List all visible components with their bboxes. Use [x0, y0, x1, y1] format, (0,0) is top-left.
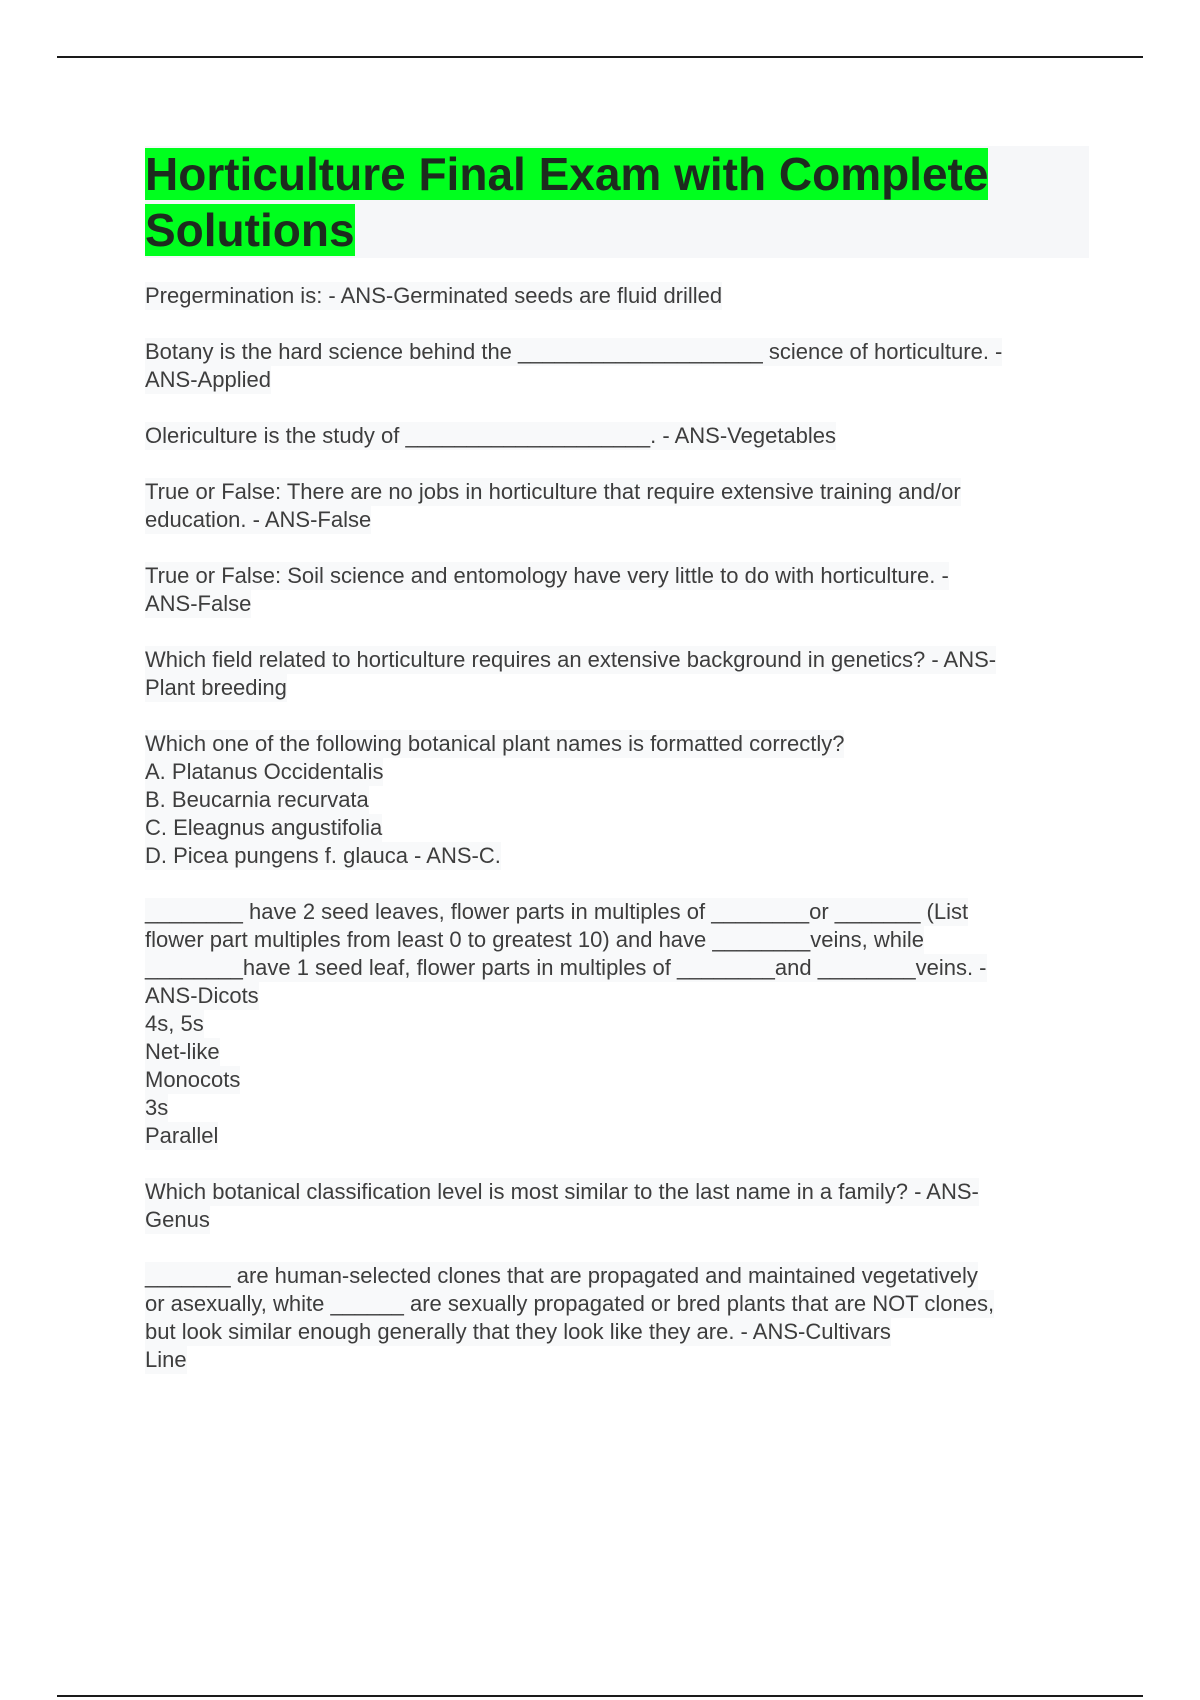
qa-item	[145, 898, 1090, 1150]
qa-item	[145, 422, 1090, 450]
qa-line: 4s, 5s	[145, 1011, 204, 1036]
title-highlight: Horticulture Final Exam with Complete Solutions	[145, 148, 989, 256]
qa-item	[145, 338, 1090, 394]
qa-line: _______ are human-selected clones that are propagated and maintained vegetatively	[145, 1263, 978, 1288]
qa-line: Botany is the hard science behind the ____________________ science of horticulture. -	[145, 339, 1003, 364]
qa-item	[145, 1262, 1090, 1374]
qa-line: A. Platanus Occidentalis	[145, 759, 384, 784]
qa-line: Parallel	[145, 1123, 219, 1148]
document-body	[145, 146, 1090, 1402]
qa-line: ANS-Applied	[145, 367, 271, 392]
qa-line: 3s	[145, 1095, 169, 1120]
qa-line: Which one of the following botanical plant names is formatted correctly?	[145, 731, 845, 756]
qa-line: ANS-False	[145, 591, 252, 616]
qa-list	[145, 282, 1090, 1374]
qa-line: education. - ANS-False	[145, 507, 372, 532]
qa-item	[145, 730, 1090, 870]
qa-item	[145, 282, 1090, 310]
qa-line: True or False: There are no jobs in horticulture that require extensive training and/or	[145, 479, 961, 504]
qa-line: ________ have 2 seed leaves, flower parts in multiples of ________or _______ (List	[145, 899, 969, 924]
footer-rule	[57, 1695, 1143, 1697]
qa-line: Pregermination is: - ANS-Germinated seeds are fluid drilled	[145, 283, 723, 308]
qa-item	[145, 1178, 1090, 1234]
qa-line: Net-like	[145, 1039, 220, 1064]
qa-line: but look similar enough generally that they look like they are. - ANS-Cultivars	[145, 1319, 891, 1344]
qa-line: Monocots	[145, 1067, 241, 1092]
qa-line: Olericulture is the study of ____________________. - ANS-Vegetables	[145, 423, 837, 448]
qa-item	[145, 478, 1090, 534]
qa-line: B. Beucarnia recurvata	[145, 787, 369, 812]
qa-line: Which botanical classification level is most similar to the last name in a family? - ANS-	[145, 1179, 979, 1204]
document-title	[145, 146, 1089, 258]
qa-item	[145, 562, 1090, 618]
qa-line: C. Eleagnus angustifolia	[145, 815, 383, 840]
qa-line: ________have 1 seed leaf, flower parts in multiples of ________and ________veins. -	[145, 955, 987, 980]
qa-item	[145, 646, 1090, 702]
qa-line: flower part multiples from least 0 to greatest 10) and have ________veins, while	[145, 927, 924, 952]
header-rule	[57, 56, 1143, 58]
qa-line: or asexually, white ______ are sexually propagated or bred plants that are NOT clones,	[145, 1291, 995, 1316]
qa-line: True or False: Soil science and entomology have very little to do with horticulture. -	[145, 563, 949, 588]
qa-line: Which field related to horticulture requires an extensive background in genetics? - ANS-	[145, 647, 997, 672]
title-block	[145, 146, 1089, 258]
qa-line: Line	[145, 1347, 187, 1372]
qa-line: Genus	[145, 1207, 210, 1232]
qa-line: D. Picea pungens f. glauca - ANS-C.	[145, 843, 501, 868]
qa-line: ANS-Dicots	[145, 983, 259, 1008]
qa-line: Plant breeding	[145, 675, 287, 700]
